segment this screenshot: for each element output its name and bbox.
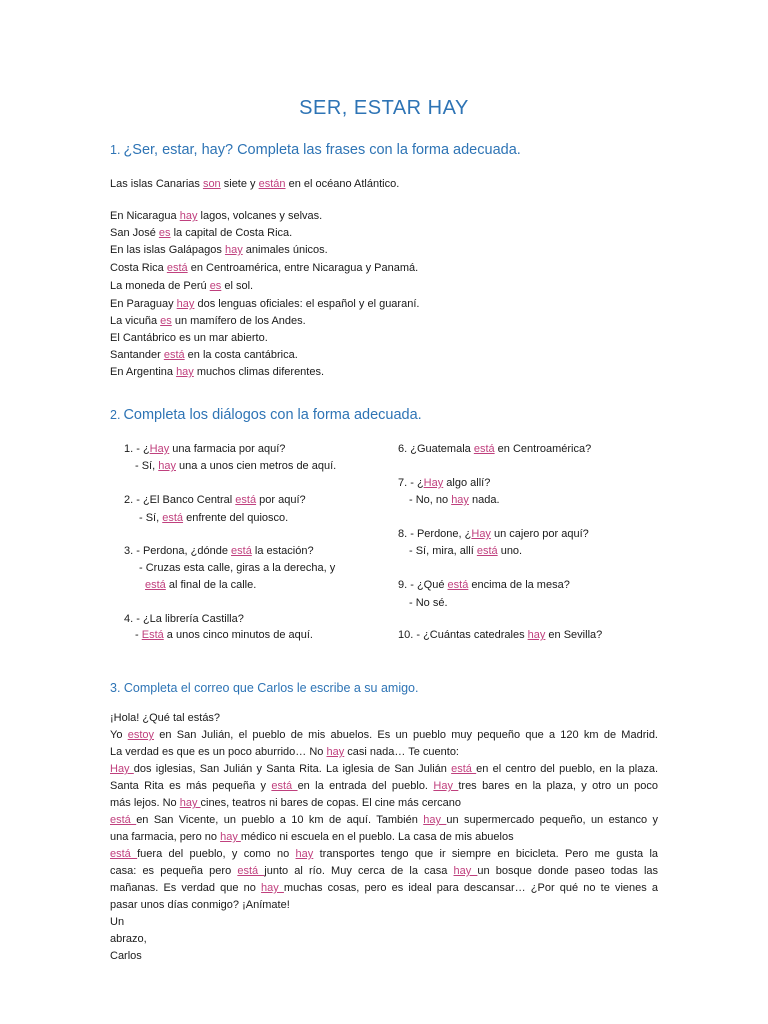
answer-word: son	[202, 178, 221, 190]
sentence-text: 3. - Perdona, ¿dónde	[124, 545, 232, 557]
sentence-text: un bosque donde paseo todas las	[477, 865, 659, 877]
sentence-text: tres bares en la plaza, y otro un poco	[458, 780, 658, 792]
sentence-line	[398, 442, 591, 456]
sentence-line	[124, 493, 306, 507]
sentence-text: En Nicaragua	[110, 210, 180, 222]
answer-word: Hay	[423, 477, 444, 489]
answer-word: están	[258, 178, 286, 190]
sentence-text: al final de la calle.	[165, 579, 257, 591]
answer-word: hay	[423, 814, 447, 826]
answer-word: Está	[141, 629, 164, 641]
sentence-text: una farmacia, pero no	[110, 831, 221, 843]
sentence-line	[124, 442, 285, 456]
sentence-text: en San Julián, el pueblo de mis abuelos. Es un pueblo muy pequeño que a 120 km de Madrid.	[154, 729, 658, 741]
sentence-line	[409, 544, 522, 558]
sentence-line	[110, 261, 418, 275]
sentence-text: La moneda de Perú	[110, 280, 210, 292]
sentence-text: Yo	[110, 729, 128, 741]
sentence-text: muchas cosas, pero es ideal para descansar… ¿Por qué no te vienes a	[283, 882, 658, 894]
sentence-text: Santander	[110, 349, 164, 361]
sentence-text: médico ni escuela en el pueblo. La casa de mis abuelos	[240, 831, 514, 843]
answer-word: está	[271, 780, 298, 792]
answer-word: está	[145, 579, 166, 591]
sentence-text: ¡Hola! ¿Qué tal estás?	[110, 712, 221, 724]
answer-word: está	[447, 579, 469, 591]
sentence-line	[398, 578, 570, 592]
sentence-line	[398, 628, 602, 642]
sentence-text: dos lenguas oficiales: el español y el guaraní.	[194, 298, 420, 310]
answer-word: es	[158, 227, 171, 239]
answer-word: hay	[176, 366, 194, 378]
answer-word: está	[166, 262, 188, 274]
sentence-line	[110, 297, 419, 311]
answer-word: hay	[527, 629, 546, 641]
sentence-line	[110, 365, 324, 379]
sentence-text: En Argentina	[110, 366, 177, 378]
answer-word: hay	[453, 865, 478, 877]
sentence-text: La verdad es que es un poco aburrido… No	[110, 746, 327, 758]
sentence-text: encima de la mesa?	[468, 579, 570, 591]
answer-word: está	[110, 814, 137, 826]
sentence-line	[409, 596, 448, 610]
sentence-text: un cajero por aquí?	[490, 528, 589, 540]
sentence-text: muchos climas diferentes.	[193, 366, 325, 378]
answer-word: hay	[326, 746, 345, 758]
sentence-line	[110, 177, 399, 191]
sentence-line	[145, 578, 256, 592]
sentence-line	[139, 561, 335, 575]
sentence-line	[110, 331, 268, 345]
answer-word: está	[237, 865, 265, 877]
sentence-line	[135, 628, 313, 642]
sentence-text: siete y	[220, 178, 259, 190]
sentence-line	[124, 612, 244, 626]
sentence-text: 9. - ¿Qué	[398, 579, 448, 591]
sentence-line	[398, 527, 589, 541]
sentence-line	[124, 544, 314, 558]
sentence-text: la capital de Costa Rica.	[170, 227, 293, 239]
email-line	[110, 897, 658, 914]
sentence-text: - Cruzas esta calle, giras a la derecha, y	[139, 562, 336, 574]
sentence-text: cines, teatros ni bares de copas. El cine más cercano	[200, 797, 461, 809]
answer-word: Hay	[471, 528, 491, 540]
sentence-text: - Sí, mira, allí	[409, 545, 477, 557]
answer-word: está	[235, 494, 257, 506]
email-line	[110, 778, 658, 795]
sentence-text: En Paraguay	[110, 298, 177, 310]
sentence-line	[110, 348, 298, 362]
sentence-text: abrazo,	[110, 933, 147, 945]
sentence-text: 8. - Perdone, ¿	[398, 528, 472, 540]
sentence-text: Santa Rita es más pequeña y	[110, 780, 272, 792]
sentence-line	[409, 493, 500, 507]
section-3-email-text	[110, 710, 658, 965]
sentence-text: Las islas Canarias	[110, 178, 203, 190]
sentence-line	[110, 226, 292, 240]
sentence-text: Carlos	[110, 950, 142, 962]
sentence-line	[110, 314, 306, 328]
sentence-text: El Cantábrico es un mar abierto.	[110, 332, 268, 344]
sentence-text: un supermercado pequeño, un estanco y	[446, 814, 658, 826]
section-1-heading-text: ¿Ser, estar, hay? Completa las frases con la forma adecuada.	[123, 142, 521, 158]
sentence-text: enfrente del quiosco.	[183, 512, 289, 524]
sentence-text: en la costa cantábrica.	[184, 349, 298, 361]
sentence-text: lagos, volcanes y selvas.	[197, 210, 323, 222]
sentence-text: - No, no	[409, 494, 452, 506]
sentence-text: pasar unos días conmigo? ¡Anímate!	[110, 899, 290, 911]
sentence-text: fuera del pueblo, y como no	[137, 848, 296, 860]
sentence-text: mañanas. Es verdad que no	[110, 882, 262, 894]
sentence-text: en Centroamérica?	[494, 443, 592, 455]
sentence-text: junto al río. Muy cerca de la casa	[264, 865, 454, 877]
answer-word: es	[160, 315, 172, 327]
sentence-text: por aquí?	[256, 494, 306, 506]
sentence-text: En las islas Galápagos	[110, 244, 225, 256]
answer-word: hay	[451, 494, 469, 506]
email-line	[110, 812, 658, 829]
email-line	[110, 795, 658, 812]
sentence-line	[110, 209, 322, 223]
answer-word: está	[451, 763, 477, 775]
sentence-text: casi nada… Te cuento:	[344, 746, 459, 758]
answer-word: está	[476, 545, 498, 557]
email-line	[110, 829, 658, 846]
answer-word: hay	[261, 882, 284, 894]
email-line	[110, 948, 658, 965]
sentence-line	[135, 459, 336, 473]
section-2-heading-text: Completa los diálogos con la forma adecuada.	[123, 407, 422, 423]
answer-word: estoy	[127, 729, 154, 741]
sentence-text: en el océano Atlántico.	[285, 178, 400, 190]
sentence-text: nada.	[468, 494, 500, 506]
sentence-text: una a unos cien metros de aquí.	[175, 460, 337, 472]
sentence-text: 6. ¿Guatemala	[398, 443, 474, 455]
answer-word: está	[231, 545, 252, 557]
email-line	[110, 744, 658, 761]
answer-word: Hay	[110, 763, 134, 775]
answer-word: hay	[220, 831, 241, 843]
sentence-text: uno.	[497, 545, 523, 557]
sentence-text: La vicuña	[110, 315, 161, 327]
answer-word: está	[163, 349, 185, 361]
section-3-heading: 3. Completa el correo que Carlos le escribe a su amigo.	[110, 681, 419, 695]
sentence-line	[139, 511, 288, 525]
answer-word: Hay	[149, 443, 170, 455]
section-2-number: 2.	[110, 408, 121, 422]
sentence-text: algo allí?	[443, 477, 491, 489]
sentence-text: a unos cinco minutos de aquí.	[163, 629, 313, 641]
sentence-text: Un	[110, 916, 125, 928]
answer-word: hay	[158, 460, 176, 472]
sentence-line	[110, 243, 328, 257]
sentence-text: 4. - ¿La librería Castilla?	[124, 613, 244, 625]
answer-word: hay	[295, 848, 314, 860]
email-line	[110, 727, 658, 744]
answer-word: Hay	[433, 780, 459, 792]
sentence-text: - Sí,	[139, 512, 163, 524]
answer-word: está	[162, 512, 184, 524]
answer-word: hay	[224, 244, 243, 256]
email-line	[110, 846, 658, 863]
sentence-text: una farmacia por aquí?	[169, 443, 286, 455]
sentence-text: casa: es pequeña pero	[110, 865, 238, 877]
email-line	[110, 761, 658, 778]
sentence-text: 2. - ¿El Banco Central	[124, 494, 236, 506]
email-line	[110, 863, 658, 880]
sentence-text: - No sé.	[409, 597, 448, 609]
answer-word: es	[209, 280, 222, 292]
answer-word: está	[110, 848, 138, 860]
answer-word: hay	[176, 298, 195, 310]
sentence-line	[110, 279, 253, 293]
sentence-text: en Centroamérica, entre Nicaragua y Panamá.	[187, 262, 419, 274]
answer-word: hay	[179, 210, 198, 222]
sentence-text: San José	[110, 227, 159, 239]
sentence-text: Costa Rica	[110, 262, 167, 274]
sentence-text: animales únicos.	[242, 244, 328, 256]
sentence-text: en San Vicente, un pueblo a 10 km de aquí. También	[136, 814, 424, 826]
section-1-number: 1.	[110, 143, 121, 157]
email-line	[110, 931, 658, 948]
sentence-text: la estación?	[251, 545, 314, 557]
sentence-text: más lejos. No	[110, 797, 180, 809]
sentence-text: 10. - ¿Cuántas catedrales	[398, 629, 528, 641]
sentence-text: 7. - ¿	[398, 477, 424, 489]
page-title: SER, ESTAR HAY	[299, 97, 469, 119]
section-1-heading	[110, 142, 521, 158]
sentence-text: un mamífero de los Andes.	[171, 315, 306, 327]
sentence-text: en la entrada del pueblo.	[297, 780, 434, 792]
sentence-text: en el centro del pueblo, en la plaza.	[476, 763, 659, 775]
sentence-text: - Sí,	[135, 460, 159, 472]
sentence-line	[398, 476, 490, 490]
email-line	[110, 880, 658, 897]
answer-word: hay	[179, 797, 201, 809]
sentence-text: dos iglesias, San Julián y Santa Rita. La iglesia de San Julián	[133, 763, 452, 775]
answer-word: está	[473, 443, 495, 455]
section-2-heading	[110, 407, 422, 423]
email-line	[110, 710, 658, 727]
sentence-text: el sol.	[221, 280, 254, 292]
sentence-text: transportes tengo que ir siempre en bicicleta. Pero me gusta la	[313, 848, 659, 860]
sentence-text: -	[135, 629, 142, 641]
sentence-text: en Sevilla?	[545, 629, 603, 641]
email-line	[110, 914, 658, 931]
sentence-text: 1. - ¿	[124, 443, 150, 455]
